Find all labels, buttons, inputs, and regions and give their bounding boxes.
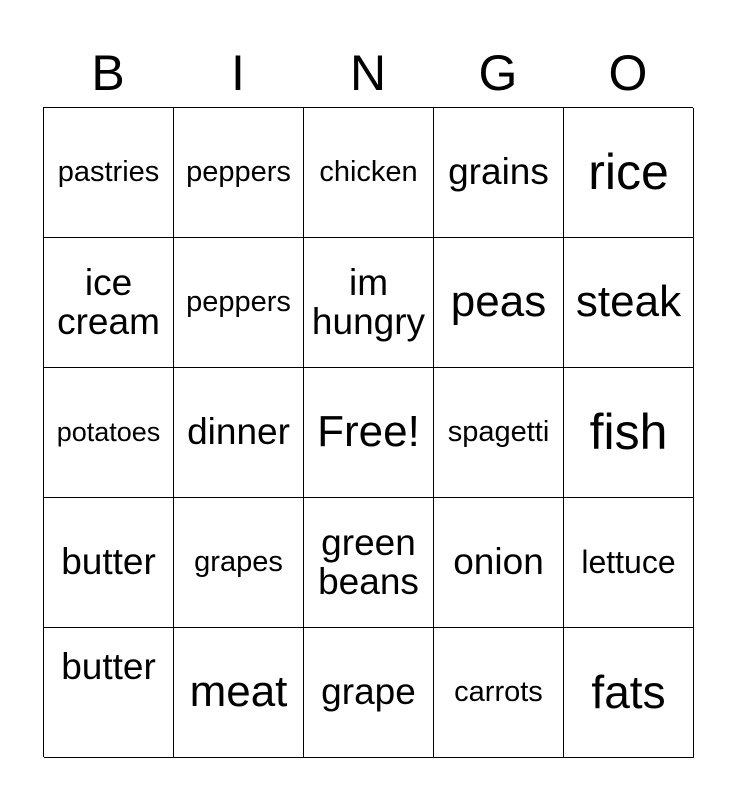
bingo-cell: ice cream xyxy=(44,238,174,368)
bingo-cell: im hungry xyxy=(304,238,434,368)
bingo-cell: carrots xyxy=(434,628,564,758)
bingo-cell: spagetti xyxy=(434,368,564,498)
bingo-cell: potatoes xyxy=(44,368,174,498)
bingo-cell: onion xyxy=(434,498,564,628)
bingo-cell: fats xyxy=(564,628,694,758)
bingo-cell: peas xyxy=(434,238,564,368)
bingo-cell: grape xyxy=(304,628,434,758)
bingo-cell: fish xyxy=(564,368,694,498)
bingo-grid xyxy=(43,107,693,757)
header-letter-b: B xyxy=(91,45,125,101)
header-letter-i: I xyxy=(231,45,245,101)
bingo-cell: peppers xyxy=(174,108,304,238)
bingo-cell: peppers xyxy=(174,238,304,368)
bingo-cell: steak xyxy=(564,238,694,368)
bingo-cell: chicken xyxy=(304,108,434,238)
bingo-cell: grapes xyxy=(174,498,304,628)
bingo-cell: meat xyxy=(174,628,304,758)
bingo-cell: lettuce xyxy=(564,498,694,628)
header-letter-g: G xyxy=(478,45,518,101)
bingo-cell: dinner xyxy=(174,368,304,498)
free-space-cell: Free! xyxy=(304,368,434,498)
bingo-cell: rice xyxy=(564,108,694,238)
bingo-header xyxy=(43,40,693,106)
bingo-cell: green beans xyxy=(304,498,434,628)
header-letter-n: N xyxy=(349,45,387,101)
bingo-cell: grains xyxy=(434,108,564,238)
bingo-cell: butter xyxy=(44,628,174,758)
header-letter-o: O xyxy=(608,45,648,101)
bingo-cell: pastries xyxy=(44,108,174,238)
bingo-cell: butter xyxy=(44,498,174,628)
